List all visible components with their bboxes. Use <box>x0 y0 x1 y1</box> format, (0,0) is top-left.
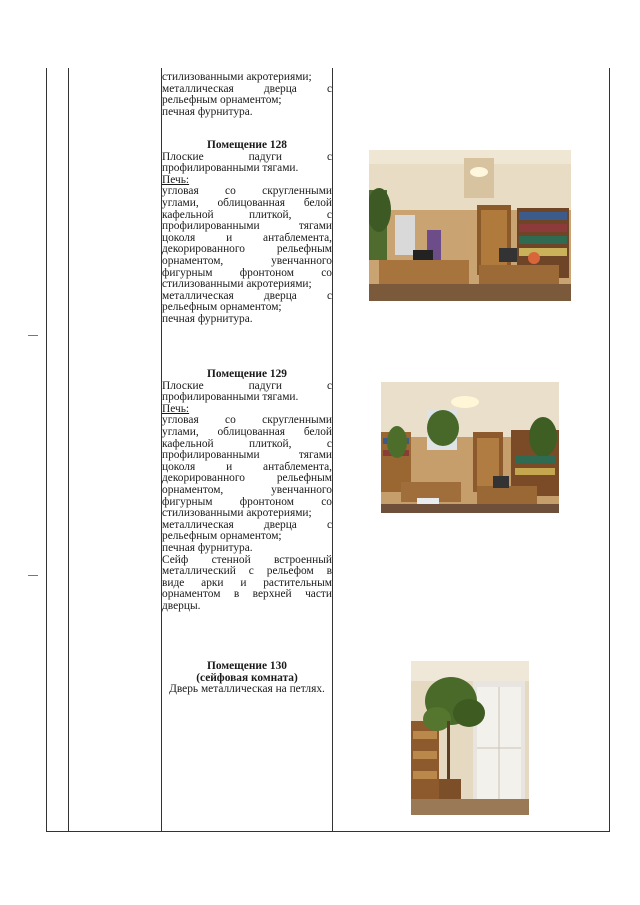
text-line: металлический с рельефом в <box>162 565 332 578</box>
text-line: дверцы. <box>162 599 201 612</box>
room-130-title: Помещение 130 <box>207 660 287 672</box>
table-border-right <box>609 68 610 832</box>
text-line: Плоские падуги с <box>162 379 332 392</box>
text-line: угловая со скругленными <box>162 414 332 427</box>
text-line: фигурным фронтоном со <box>162 495 332 508</box>
room-130-photo <box>411 661 529 815</box>
text-line: Дверь металлическая на петлях. <box>169 683 325 696</box>
text-line: профилированными тягами <box>162 220 332 233</box>
scan-mark <box>28 335 38 336</box>
text-line: профилированными тягами. <box>162 391 299 404</box>
text-line: Сейф стенной встроенный <box>162 553 332 566</box>
room-129-title: Помещение 129 <box>207 368 287 380</box>
text-line: кафельной плиткой, с <box>162 208 332 221</box>
text-line: углами, облицованная белой <box>162 425 332 438</box>
text-line: орнаментом в верхней части <box>162 588 332 601</box>
text-line: декорированного рельефным <box>162 243 332 256</box>
text-line: кафельной плиткой, с <box>162 437 332 450</box>
room-130-description <box>162 661 332 696</box>
text-line: рельефным орнаментом; <box>162 301 282 314</box>
text-line: стилизованными акротериями; <box>162 71 312 83</box>
text-line: углами, облицованная белой <box>162 196 332 209</box>
text-line: цоколя и антаблемента, <box>162 460 332 473</box>
text-line: металлическая дверца с <box>162 518 332 531</box>
stove-heading: Печь: <box>162 402 190 415</box>
text-line: декорированного рельефным <box>162 472 332 485</box>
text-line: Плоские падуги с <box>162 150 332 163</box>
table-column-divider <box>68 68 69 832</box>
table-column-divider <box>332 68 333 832</box>
table-border-bottom <box>46 831 610 832</box>
room-129-photo <box>381 382 559 513</box>
text-line: орнаментом, увенчанного <box>162 483 332 496</box>
room-128-photo <box>369 150 571 301</box>
stove-heading: Печь: <box>162 173 190 186</box>
text-line: металлическая дверца с <box>162 82 332 95</box>
text-line: печная фурнитура. <box>162 312 253 325</box>
text-line: орнаментом, увенчанного <box>162 254 332 267</box>
text-line: профилированными тягами. <box>162 162 299 175</box>
text-line: стилизованными акротериями; <box>162 278 312 291</box>
room-128-description <box>162 140 332 326</box>
text-line: рельефным орнаментом; <box>162 530 282 543</box>
intro-text <box>162 72 332 118</box>
text-line: профилированными тягами <box>162 449 332 462</box>
text-line: виде арки и растительным <box>162 576 332 589</box>
text-line: фигурным фронтоном со <box>162 266 332 279</box>
room-129-description <box>162 369 332 612</box>
scan-mark <box>28 575 38 576</box>
text-line: стилизованными акротериями; <box>162 507 312 520</box>
room-128-title: Помещение 128 <box>207 139 287 151</box>
room-130-subtitle: (сейфовая комната) <box>196 671 298 684</box>
text-line: печная фурнитура. <box>162 105 253 118</box>
text-line: печная фурнитура. <box>162 541 253 554</box>
text-line: цоколя и антаблемента, <box>162 231 332 244</box>
table-border-left <box>46 68 47 832</box>
text-line: угловая со скругленными <box>162 185 332 198</box>
text-line: металлическая дверца с <box>162 289 332 302</box>
text-line: рельефным орнаментом; <box>162 94 282 107</box>
